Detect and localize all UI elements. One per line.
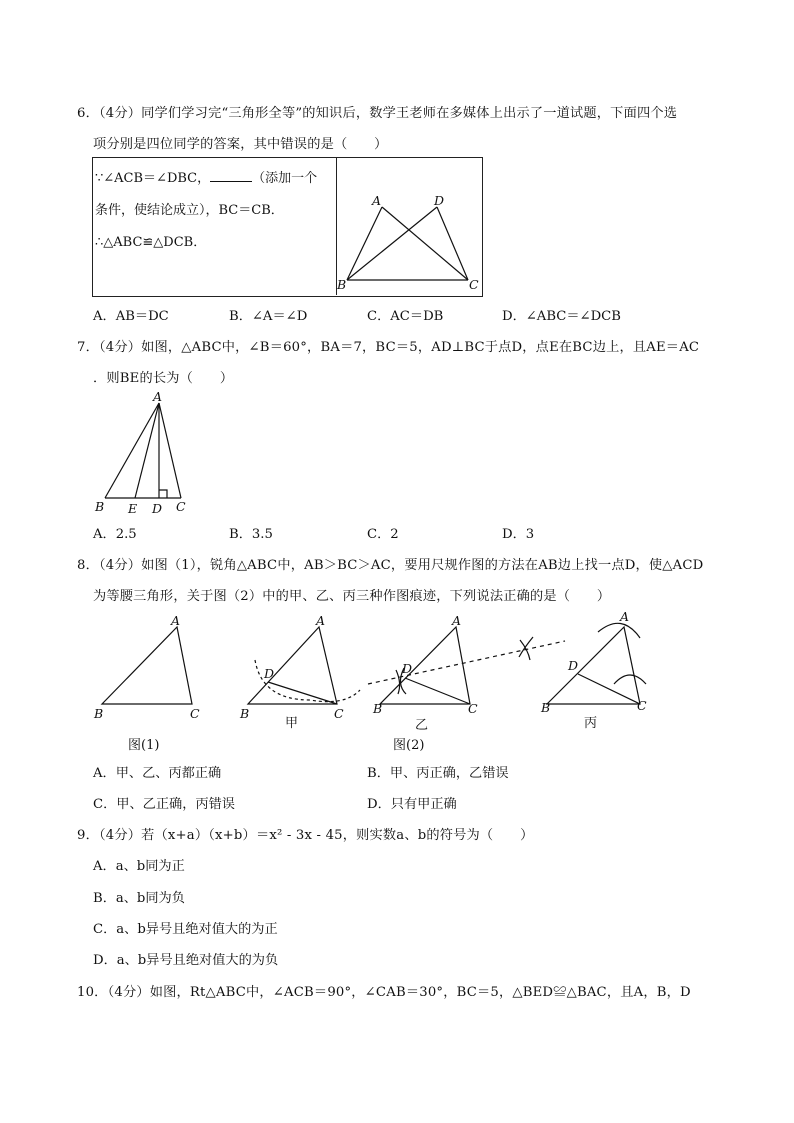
q8-bing-arc-right bbox=[614, 675, 646, 684]
q8-fig1-label-a: A bbox=[171, 613, 181, 628]
q6-box-line2: 条件，使结论成立），BC＝CB． bbox=[95, 203, 284, 218]
q8-option-c[interactable]: C．甲、乙正确，丙错误 bbox=[93, 797, 235, 812]
q8-fig1-label-b: B bbox=[94, 706, 104, 721]
q8-fig2-caption: 图(2) bbox=[393, 738, 425, 753]
q7-option-d[interactable]: D．3 bbox=[502, 527, 535, 542]
q7-option-c[interactable]: C．2 bbox=[367, 527, 399, 542]
q8-yi-label-a: A bbox=[452, 613, 462, 628]
q8-yi-seg-cd bbox=[405, 678, 470, 704]
q7-label-c: C bbox=[176, 499, 186, 514]
q8-yi-perp-bisector bbox=[368, 641, 565, 684]
q6-label-b: B bbox=[337, 277, 347, 292]
q8-jia-seg-cd bbox=[268, 682, 337, 704]
q9-option-a[interactable]: A．a、b同为正 bbox=[93, 859, 185, 874]
q6-label-d: D bbox=[434, 193, 445, 208]
q8-yi-triangle bbox=[380, 627, 470, 704]
q7-option-a[interactable]: A．2.5 bbox=[93, 527, 137, 542]
q7-option-b[interactable]: B．3.5 bbox=[229, 527, 273, 542]
q8-stem-line1: 8．（4分）如图（1），锐角△ABC中，AB＞BC＞AC，要用尺规作图的方法在AB边上找一点D，使△ACD bbox=[77, 558, 704, 573]
q8-bing-triangle bbox=[547, 627, 640, 704]
q10-stem-line1: 10．（4分）如图，Rt△ABC中，∠ACB＝90°，∠CAB＝30°，BC＝5，△BED≌△BAC，且A，B，D bbox=[77, 985, 691, 1000]
q8-yi-arc-right2 bbox=[519, 637, 533, 657]
q8-yi-label-d: D bbox=[402, 661, 413, 676]
q8-jia-label-d: D bbox=[264, 666, 275, 681]
q9-option-d[interactable]: D．a、b异号且绝对值大的为负 bbox=[93, 953, 279, 968]
q7-label-b: B bbox=[95, 499, 105, 514]
q6-stem-line2: 项分别是四位同学的答案，其中错误的是（ ） bbox=[93, 137, 388, 152]
q8-jia-label-b: B bbox=[240, 706, 250, 721]
q8-jia-triangle bbox=[248, 627, 337, 704]
q8-sub-label-jia: 甲 bbox=[285, 716, 299, 731]
q8-bing-arc-top bbox=[598, 623, 640, 638]
q8-yi-label-b: B bbox=[373, 701, 383, 716]
q8-jia-label-c: C bbox=[334, 706, 344, 721]
q8-option-a[interactable]: A．甲、乙、丙都正确 bbox=[93, 766, 222, 781]
q9-stem-line1: 9．（4分）若（x+a）（x+b）＝x² - 3x - 45，则实数a、b的符号为（ ） bbox=[77, 828, 534, 843]
q6-box-line3: ∴△ABC≌△DCB． bbox=[95, 235, 207, 250]
q8-bing-label-d: D bbox=[568, 658, 579, 673]
q6-box-line1b: （添加一个 bbox=[252, 171, 318, 186]
q7-label-a: A bbox=[153, 389, 163, 404]
q6-box-line1a: ∵∠ACB＝∠DBC， bbox=[95, 171, 211, 186]
q7-stem-line1: 7．（4分）如图，△ABC中，∠B＝60°，BA＝7，BC＝5，AD⊥BC于点D，点E在BC边上，且AE＝AC bbox=[77, 340, 700, 355]
q6-label-a: A bbox=[372, 193, 382, 208]
q7-label-d: D bbox=[152, 501, 163, 516]
q8-bing-label-b: B bbox=[541, 700, 551, 715]
q8-stem-line2: 为等腰三角形，关于图（2）中的甲、乙、丙三种作图痕迹，下列说法正确的是（ ） bbox=[93, 589, 611, 604]
q9-option-b[interactable]: B．a、b同为负 bbox=[93, 891, 185, 906]
q8-bing-seg-cd bbox=[578, 674, 640, 704]
q8-option-d[interactable]: D．只有甲正确 bbox=[367, 797, 457, 812]
q7-label-e: E bbox=[128, 501, 138, 516]
q6-option-a[interactable]: A．AB＝DC bbox=[93, 309, 169, 324]
q8-yi-arc-left1 bbox=[396, 670, 400, 694]
q6-option-b[interactable]: B．∠A＝∠D bbox=[229, 309, 308, 324]
q6-label-c: C bbox=[469, 277, 479, 292]
q8-fig1-caption: 图(1) bbox=[128, 738, 160, 753]
q6-stem-line1: 6．（4分）同学们学习完“三角形全等”的知识后，数学王老师在多媒体上出示了一道试题，下面四个选 bbox=[77, 106, 678, 121]
q8-fig1-label-c: C bbox=[190, 706, 200, 721]
q8-fig1-triangle bbox=[102, 627, 192, 704]
q8-jia-label-a: A bbox=[316, 613, 326, 628]
q6-option-c[interactable]: C．AC＝DB bbox=[367, 309, 444, 324]
q7-stem-line2: ．则BE的长为（ ） bbox=[93, 371, 234, 386]
q8-sub-label-bing: 丙 bbox=[584, 716, 598, 731]
q8-sub-label-yi: 乙 bbox=[415, 718, 429, 733]
q8-yi-label-c: C bbox=[468, 701, 478, 716]
q8-bing-label-c: C bbox=[637, 698, 647, 713]
q8-bing-label-a: A bbox=[620, 609, 630, 624]
q8-option-b[interactable]: B．甲、丙正确，乙错误 bbox=[367, 766, 509, 781]
q9-option-c[interactable]: C．a、b异号且绝对值大的为正 bbox=[93, 922, 278, 937]
q6-option-d[interactable]: D．∠ABC＝∠DCB bbox=[502, 309, 621, 324]
